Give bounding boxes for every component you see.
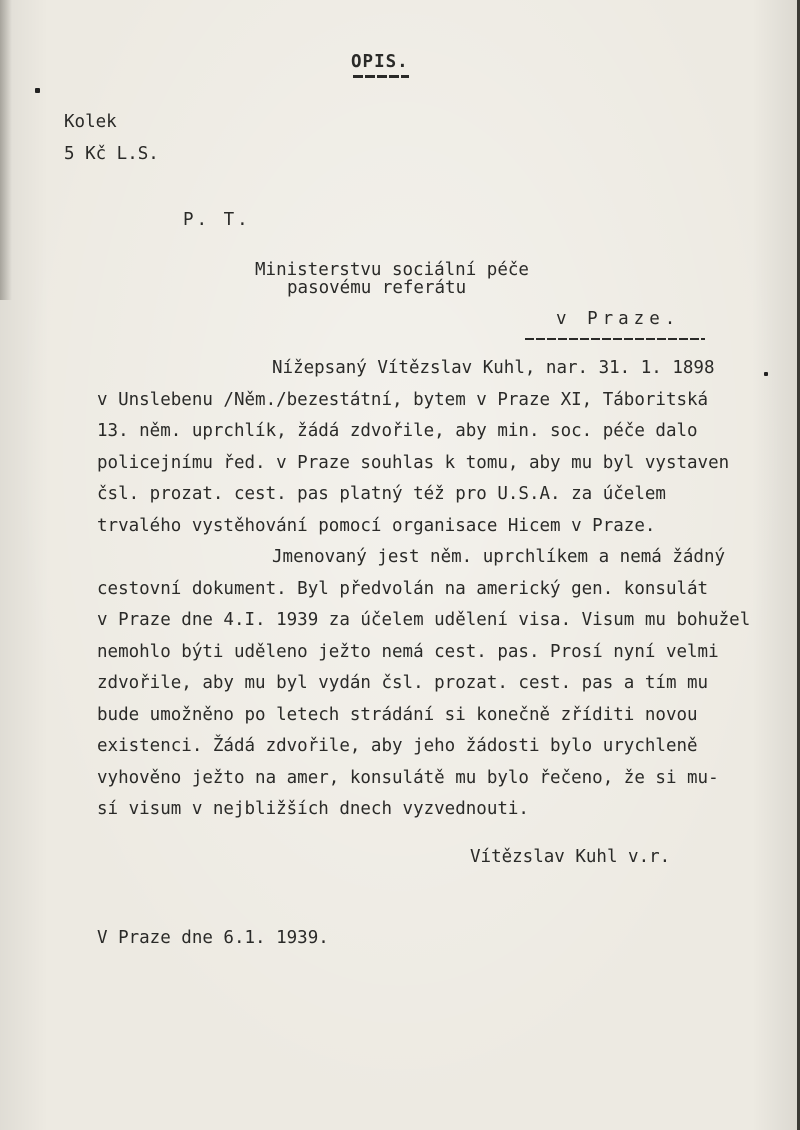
- paper-mark: [35, 88, 40, 93]
- paragraph-2-line: v Praze dne 4.I. 1939 za účelem udělení visa. Visum mu bohužel: [97, 610, 751, 630]
- paragraph-1-line: policejnímu řed. v Praze souhlas k tomu, aby mu byl vystaven: [97, 453, 730, 473]
- paragraph-2-line: nemohlo býti uděleno ježto nemá cest. pas. Prosí nyní velmi: [97, 642, 719, 662]
- stamp-line-1: Kolek: [64, 112, 117, 132]
- signature: Vítězslav Kuhl v.r.: [470, 847, 671, 867]
- paragraph-2-line: cestovní dokument. Byl předvolán na americký gen. konsulát: [97, 579, 709, 599]
- city-underline: [525, 338, 705, 340]
- paragraph-1-line: v Unslebenu /Něm./bezestátní, bytem v Praze XI, Táboritská: [97, 390, 709, 410]
- paragraph-2-line: existenci. Žádá zdvořile, aby jeho žádosti bylo urychleně: [97, 736, 698, 756]
- paragraph-1-line: 13. něm. uprchlík, žádá zdvořile, aby min. soc. péče dalo: [97, 421, 698, 441]
- paragraph-2-line: vyhověno ježto na amer, konsulátě mu bylo řečeno, že si mu-: [97, 768, 719, 788]
- paragraph-2-line: zdvořile, aby mu byl vydán čsl. prozat. cest. pas a tím mu: [97, 673, 709, 693]
- paragraph-1-line: trvalého vystěhování pomocí organisace Hicem v Praze.: [97, 516, 656, 536]
- paper-mark: [764, 372, 768, 376]
- paragraph-2-line: sí visum v nejbližších dnech vyzvednouti.: [97, 799, 529, 819]
- addressee-line-1: Ministerstvu sociální péče: [255, 260, 529, 280]
- addressee-city: v Praze.: [556, 309, 681, 329]
- paragraph-2-line: bude umožněno po letech strádání si konečně zříditi novou: [97, 705, 698, 725]
- page-shadow: [0, 0, 12, 300]
- bleed-through-block: [80, 88, 640, 228]
- salutation: P. T.: [183, 210, 251, 230]
- addressee-line-2: pasovému referátu: [287, 278, 467, 298]
- paragraph-2-line: Jmenovaný jest něm. uprchlíkem a nemá žádný: [272, 547, 726, 567]
- heading-underline: [353, 75, 409, 78]
- document-heading: OPIS.: [351, 52, 409, 72]
- paragraph-1-line: čsl. prozat. cest. pas platný též pro U.S.A. za účelem: [97, 484, 666, 504]
- place-date: V Praze dne 6.1. 1939.: [97, 928, 329, 948]
- paragraph-1-line: Nížepsaný Vítězslav Kuhl, nar. 31. 1. 1898: [272, 358, 715, 378]
- stamp-line-2: 5 Kč L.S.: [64, 144, 159, 164]
